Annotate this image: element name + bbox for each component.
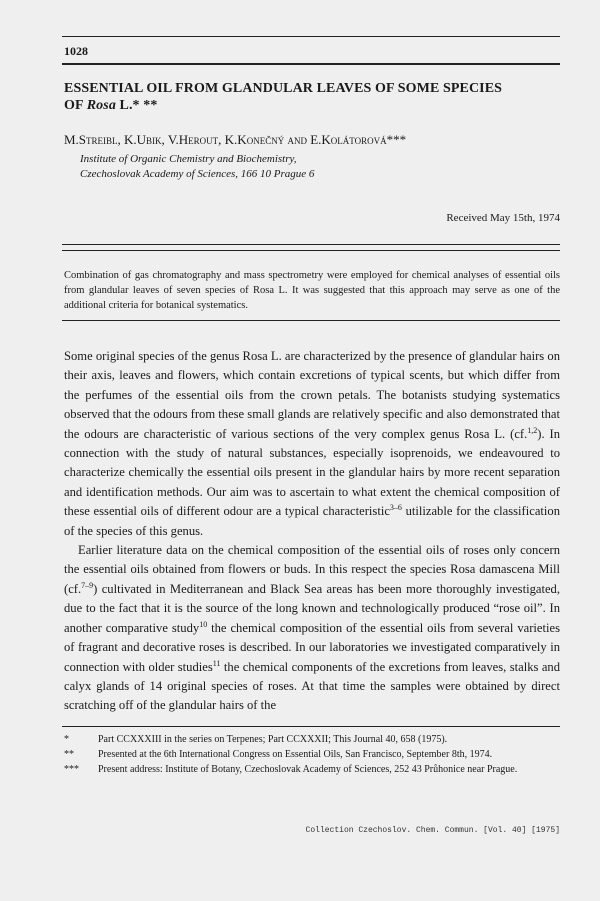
abstract (64, 268, 560, 313)
paragraph-2-text-a: Earlier literature data on the chemical composition of the essential oils of roses only concern the essential oils obtained from flowers or buds. In this respect the species Rosa damascena Mill (cf. (64, 543, 560, 596)
top-rule (62, 36, 560, 37)
abstract-top-rule-2 (62, 250, 560, 251)
header-rule (62, 63, 560, 65)
title-line-2-prefix: OF (64, 98, 87, 113)
paragraph-1-text-c: utilizable for the classification of the species of this genus. (64, 504, 560, 538)
title-genus: Rosa (86, 98, 116, 113)
footnote-mark: ** (64, 749, 74, 760)
abstract-bottom-rule (62, 320, 560, 321)
paragraph-2-text-d: the chemical components of the excretions from leaves, stalks and calyx glands of 14 original species of roses. At that time the samples were obtained by direct scratching off of the glandular hairs of the (64, 659, 560, 713)
footnote-rule (62, 726, 560, 727)
paragraph-2-text-b: ) cultivated in Mediterranean and Black Sea areas has been more thoroughly investigated, due to the fact that it is the source of the long known and technologically produced “rose oil”. In another comparative study (64, 581, 560, 635)
citation-ref: 3–6 (389, 503, 402, 513)
citation-ref: 10 (199, 619, 208, 629)
title-line-1: ESSENTIAL OIL FROM GLANDULAR LEAVES OF SOME SPECIES (64, 81, 503, 96)
paragraph-2-text-c: the chemical composition of the essential oils from several varieties of fragrant and decorative roses is described. In our laboratories we investigated comparatively in connection with older studies (64, 620, 560, 674)
abstract-top-rule (62, 244, 560, 245)
paragraph-1 (64, 347, 560, 541)
author-list: M.Streibl, K.Ubik, V.Herout, K.Konečný and E.Kolátorová*** (64, 132, 407, 147)
affiliation (80, 152, 314, 182)
affiliation-line-1: Institute of Organic Chemistry and Biochemistry, (80, 153, 297, 165)
paragraph-1-text-b: ). In connection with the study of natural substances, especially isoprenoids, we endeavoured to characterize chemically the essential oils present in the glandular hairs by more recent separation and identification methods. Our aim was to ascertain to what extent the chemical composition of these essential oils of different odour are a typical characteristic (64, 426, 560, 519)
journal-footer: Collection Czechoslov. Chem. Commun. [Vol. 40] [1975] (305, 826, 560, 835)
body-text (64, 347, 560, 716)
footnote-mark: *** (64, 764, 79, 775)
received-date: Received May 15th, 1974 (446, 212, 560, 224)
abstract-text: Combination of gas chromatography and mass spectrometry were employed for chemical analyses of essential oils from glandular leaves of seven species of Rosa L. It was suggested that this approach may serve as one of the additional criteria for botanical systematics. (64, 270, 560, 311)
citation-ref: 1,2 (527, 425, 538, 435)
article-title (64, 80, 560, 114)
footnote-text: Present address: Institute of Botany, Czechoslovak Academy of Sciences, 252 43 Průhonice near Prague. (98, 764, 518, 775)
footnote (64, 732, 560, 747)
paragraph-2 (64, 541, 560, 716)
footnotes (64, 732, 560, 777)
title-line-2-suffix: L.* ** (115, 98, 158, 113)
footnote-text: Presented at the 6th International Congress on Essential Oils, San Francisco, September 8th, 1974. (98, 749, 493, 760)
footnote-text: Part CCXXXIII in the series on Terpenes; Part CCXXXII; This Journal 40, 658 (1975). (98, 734, 448, 745)
footnote (64, 762, 560, 777)
footnote (64, 747, 560, 762)
paragraph-1-text-a: Some original species of the genus Rosa L. are characterized by the presence of glandular hairs on their axis, leaves and flowers, which contain excretions of typical scents, but which differ from the perfumes of the essential oils from the crown petals. The botanists studying systematics observed that the odours from these small glands are relatively specific and also demonstrated that the odours are characteristic of various sections of the very complex genus Rosa L. (cf. (64, 349, 560, 441)
citation-ref: 7–9 (81, 580, 94, 590)
citation-ref: 11 (212, 658, 221, 668)
page-number: 1028 (64, 44, 88, 58)
footnote-mark: * (64, 734, 69, 745)
affiliation-line-2: Czechoslovak Academy of Sciences, 166 10 Prague 6 (80, 168, 315, 180)
